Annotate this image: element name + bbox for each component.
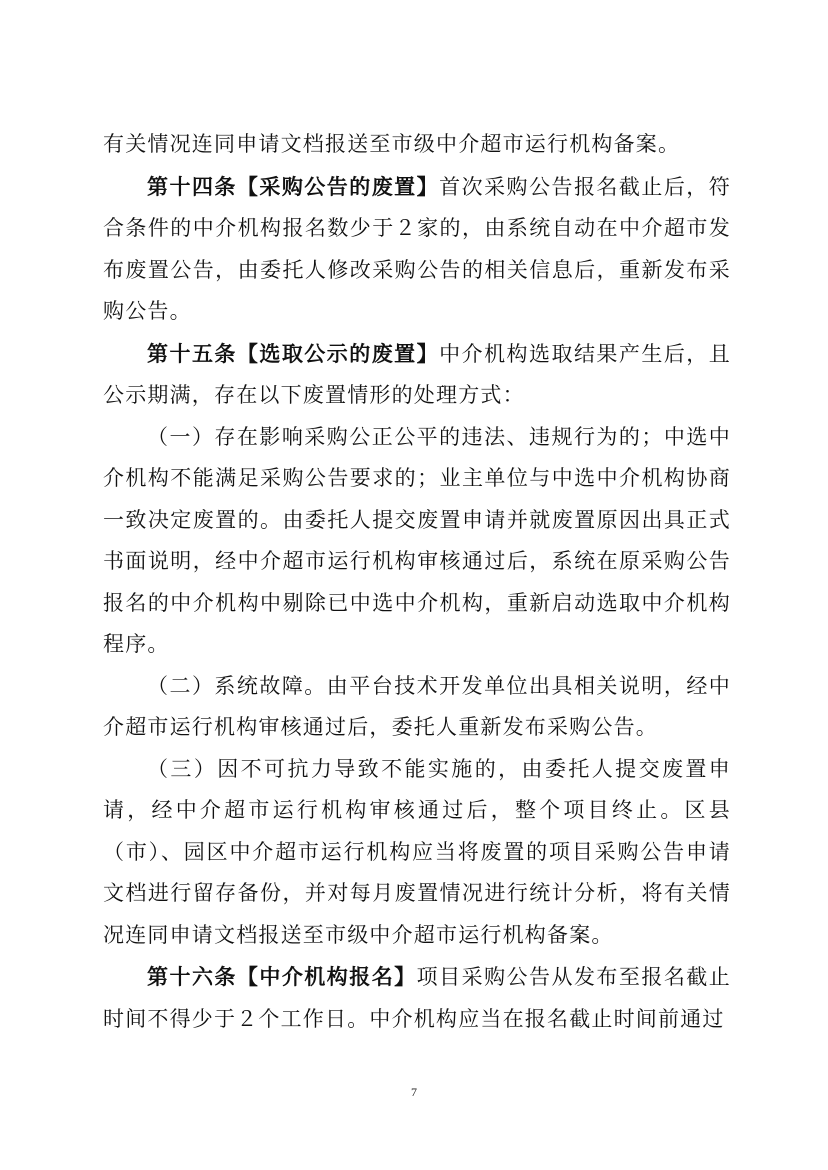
article-15-item-2 xyxy=(103,666,731,749)
page-number: 7 xyxy=(411,1085,417,1099)
article-15-heading: 第十五条【选取公示的废置】 xyxy=(147,340,440,366)
paragraph-continuation xyxy=(103,124,731,166)
paragraph-text: 有关情况连同申请文档报送至市级中介超市运行机构备案。 xyxy=(103,132,681,156)
article-15-text: 中介机构选取结果产生后，且公示期满，存在以下废置情形的处理方式： xyxy=(103,341,731,407)
article-16-paragraph xyxy=(103,956,731,1040)
article-16-heading: 第十六条【中介机构报名】 xyxy=(147,964,417,989)
item-2-text: （二）系统故障。由平台技术开发单位出具相关说明，经中介超市运行机构审核通过后，委托人重新发布采购公告。 xyxy=(103,673,731,739)
item-3-text: （三）因不可抗力导致不能实施的，由委托人提交废置申请，经中介超市运行机构审核通过后，整个项目终止。区县（市）、园区中介超市运行机构应当将废置的项目采购公告申请文档进行留存备份，并对每月废置情况进行统计分析，将有关情况连同申请文档报送至市级中介超市运行机构备案。 xyxy=(103,756,731,947)
article-15-item-3 xyxy=(103,749,731,957)
page-body xyxy=(103,124,731,1040)
article-15-item-1 xyxy=(103,417,731,666)
article-14-paragraph xyxy=(103,166,731,333)
article-14-heading: 第十四条【采购公告的废置】 xyxy=(147,173,440,199)
article-15-paragraph xyxy=(103,333,731,417)
article-14-text: 首次采购公告报名截止后，符合条件的中介机构报名数少于２家的，由系统自动在中介超市发布废置公告，由委托人修改采购公告的相关信息后，重新发布采购公告。 xyxy=(103,174,731,323)
item-1-text: （一）存在影响采购公正公平的违法、违规行为的；中选中介机构不能满足采购公告要求的；业主单位与中选中介机构协商一致决定废置的。由委托人提交废置申请并就废置原因出具正式书面说明，经中介超市运行机构审核通过后，系统在原采购公告报名的中介机构中剔除已中选中介机构，重新启动选取中介机构程序。 xyxy=(103,424,731,656)
article-16-text: 项目采购公告从发布至报名截止时间不得少于２个工作日。中介机构应当在报名截止时间前通过 xyxy=(103,965,731,1031)
